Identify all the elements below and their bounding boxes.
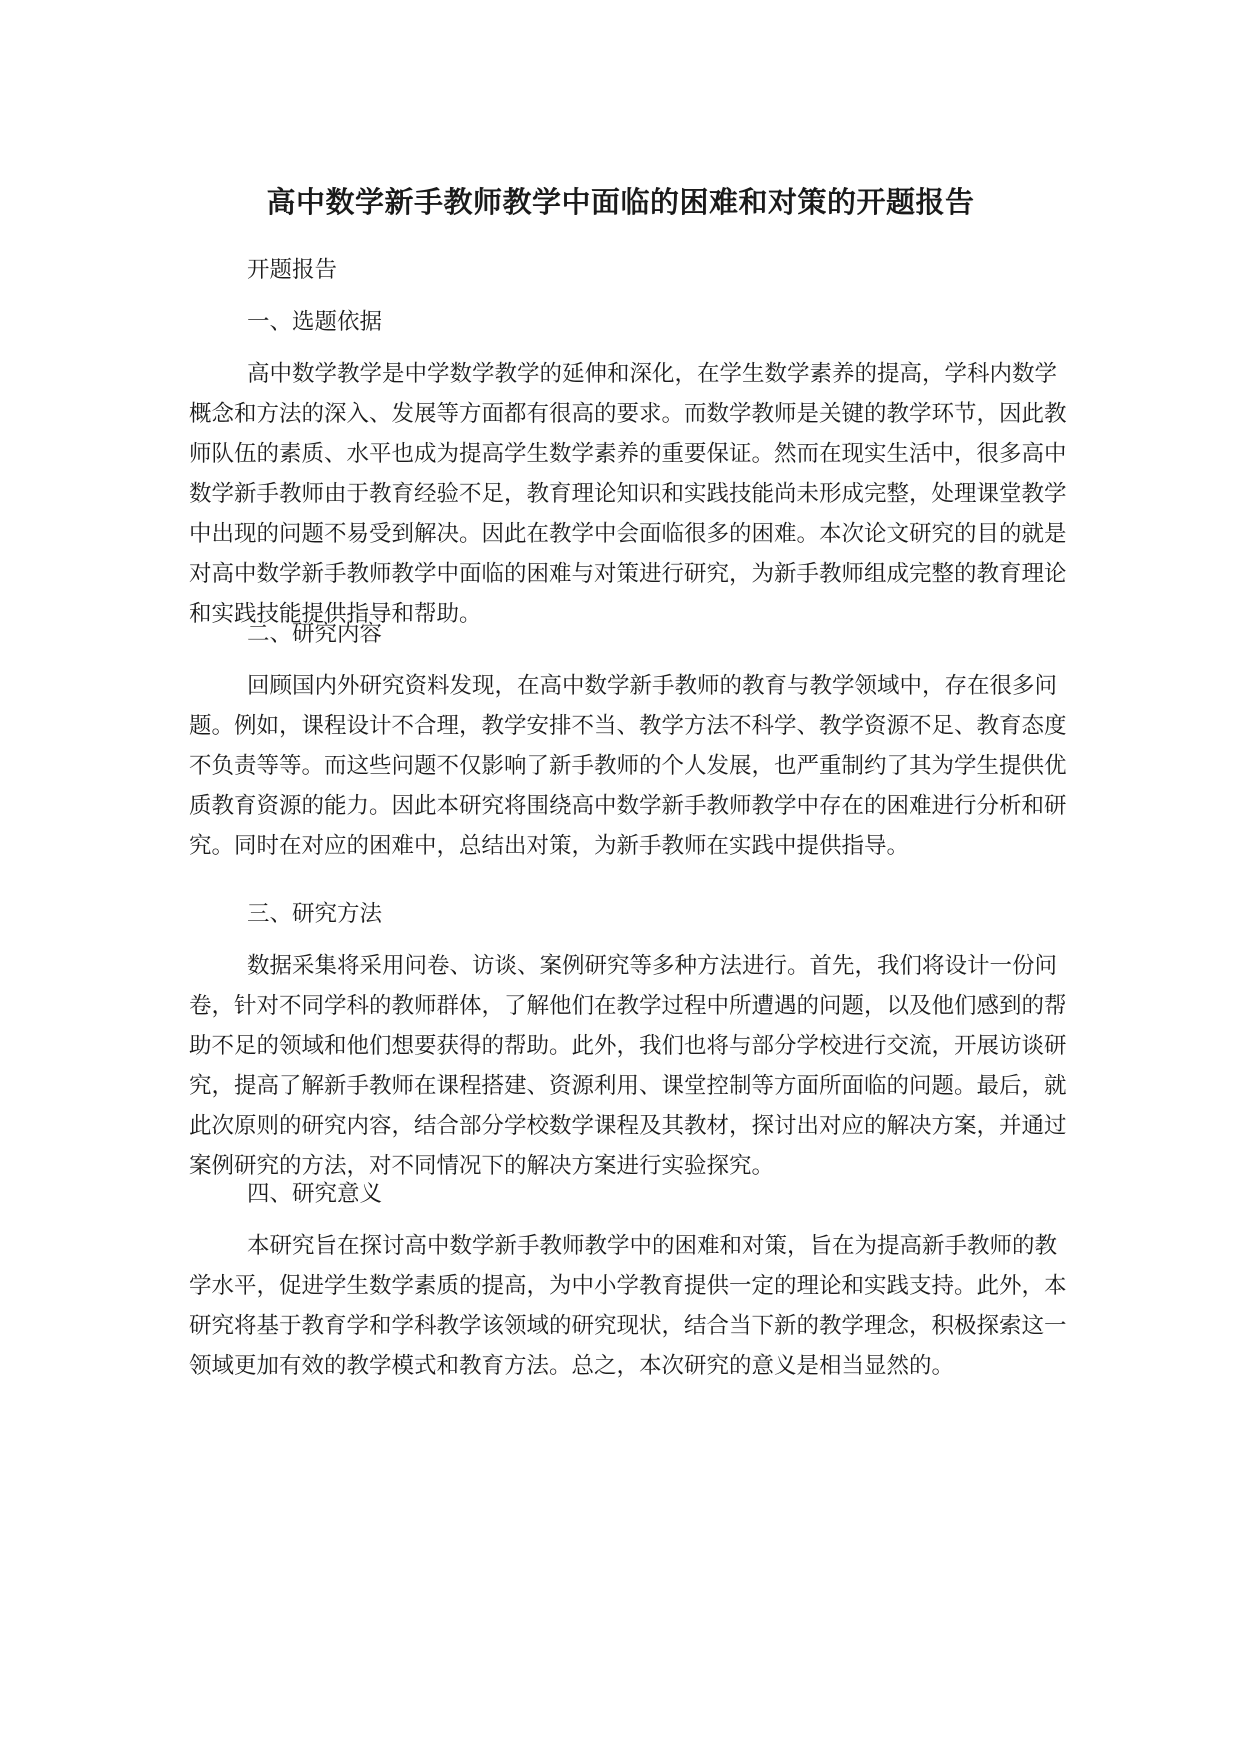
paragraph-text: 数据采集将采用问卷、访谈、案例研究等多种方法进行。首先，我们将设计一份问卷，针对不同学科的教师群体，了解他们在教学过程中所遭遇的问题，以及他们感到的帮助不足的领域和他们想要获得的帮助。此外，我们也将与部分学校进行交流，开展访谈研究，提高了解新手教师在课程搭建、资源利用、课堂控制等方面所面临的问题。最后，就此次原则的研究内容，结合部分学校数学课程及其教材，探讨出对应的解决方案，并通过案例研究的方法，对不同情况下的解决方案进行实验探究。: [189, 953, 1067, 1179]
section-paragraph-significance: [189, 1226, 1075, 1408]
section-heading-content: 二、研究内容: [247, 621, 383, 647]
section-heading-method: 三、研究方法: [247, 901, 383, 927]
section-heading-significance: 四、研究意义: [247, 1181, 383, 1207]
paragraph-text: 高中数学教学是中学数学教学的延伸和深化，在学生数学素养的提高，学科内数学概念和方法的深入、发展等方面都有很高的要求。而数学教师是关键的教学环节，因此教师队伍的素质、水平也成为提高学生数学素养的重要保证。然而在现实生活中，很多高中数学新手教师由于教育经验不足，教育理论知识和实践技能尚未形成完整，处理课堂教学中出现的问题不易受到解决。因此在教学中会面临很多的困难。本次论文研究的目的就是对高中数学新手教师教学中面临的困难与对策进行研究，为新手教师组成完整的教育理论和实践技能提供指导和帮助。: [189, 361, 1067, 627]
section-paragraph-basis: [189, 354, 1075, 627]
section-paragraph-method: [189, 946, 1075, 1179]
section-paragraph-content: [189, 666, 1075, 882]
paragraph-text: 本研究旨在探讨高中数学新手教师教学中的困难和对策，旨在为提高新手教师的教学水平，促进学生数学素质的提高，为中小学教育提供一定的理论和实践支持。此外，本研究将基于教育学和学科教学该领域的研究现状，结合当下新的教学理念，积极探索这一领域更加有效的教学模式和教育方法。总之，本次研究的意义是相当显然的。: [189, 1233, 1067, 1379]
paragraph-text: 回顾国内外研究资料发现，在高中数学新手教师的教育与教学领域中，存在很多问题。例如，课程设计不合理，教学安排不当、教学方法不科学、教学资源不足、教育态度不负责等等。而这些问题不仅影响了新手教师的个人发展，也严重制约了其为学生提供优质教育资源的能力。因此本研究将围绕高中数学新手教师教学中存在的困难进行分析和研究。同时在对应的困难中，总结出对策，为新手教师在实践中提供指导。: [189, 673, 1067, 859]
section-heading-basis: 一、选题依据: [247, 309, 383, 335]
report-label: 开题报告: [247, 257, 338, 283]
document-title: 高中数学新手教师教学中面临的困难和对策的开题报告: [266, 185, 975, 219]
